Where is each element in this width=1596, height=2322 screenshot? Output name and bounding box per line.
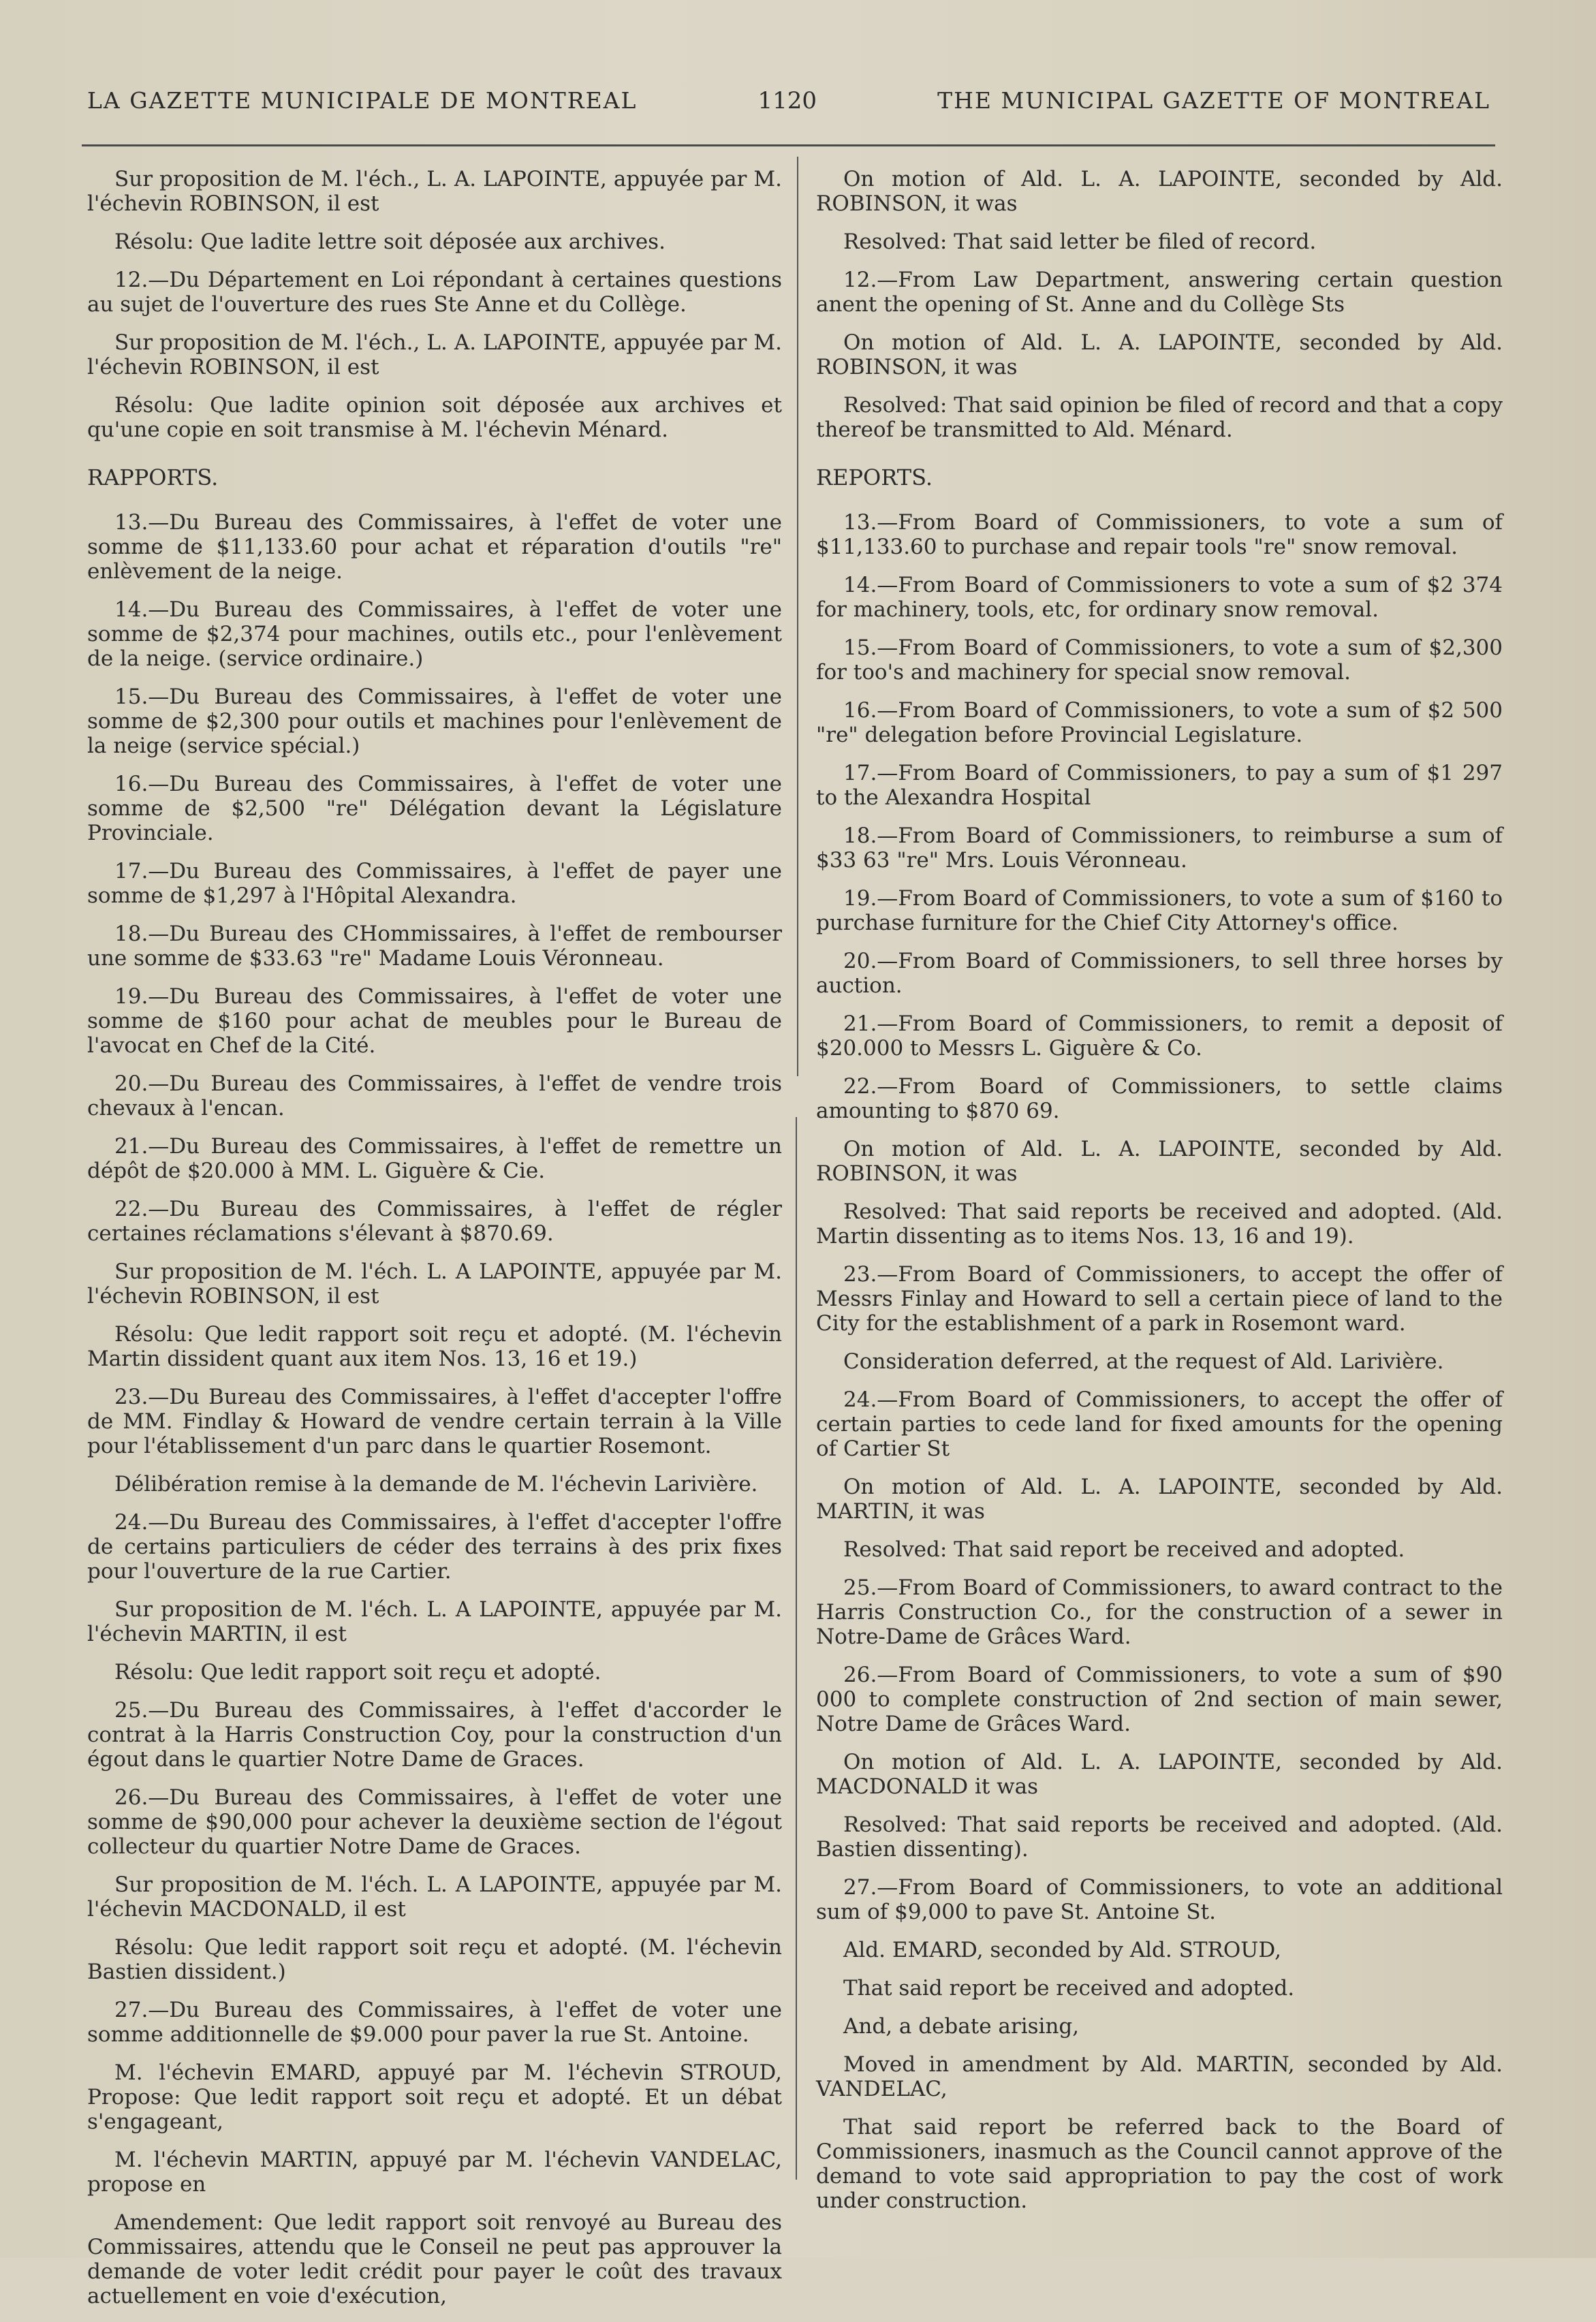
french-paragraph: 24.—Du Bureau des Commissaires, à l'effet d'accepter l'offre de certains particuliers de céder des terrains à des prix fixes pour l'ouverture de la rue Cartier. [87,1510,782,1584]
french-paragraph: Sur proposition de M. l'éch. L. A LAPOINTE, appuyée par M. l'échevin ROBINSON, il est [87,1259,782,1308]
english-paragraph: 21.—From Board of Commissioners, to remit a deposit of $20.000 to Messrs L. Giguère & Co. [816,1011,1503,1061]
english-paragraph: 19.—From Board of Commissioners, to vote a sum of $160 to purchase furniture for the Chief City Attorney's office. [816,886,1503,935]
french-paragraph: M. l'échevin MARTIN, appuyé par M. l'échevin VANDELAC, propose en [87,2148,782,2197]
header-french-title: LA GAZETTE MUNICIPALE DE MONTREAL [87,87,638,114]
english-paragraph: 16.—From Board of Commissioners, to vote a sum of $2 500 "re" delegation before Provincial Legislature. [816,698,1503,747]
french-paragraph: 27.—Du Bureau des Commissaires, à l'effet de voter une somme additionnelle de $9.000 pour paver la rue St. Antoine. [87,1998,782,2047]
english-column [816,167,1503,2227]
english-paragraph: On motion of Ald. L. A. LAPOINTE, seconded by Ald. MARTIN, it was [816,1475,1503,1524]
french-paragraph: Sur proposition de M. l'éch. L. A LAPOINTE, appuyée par M. l'échevin MARTIN, il est [87,1597,782,1646]
english-paragraph: Resolved: That said opinion be filed of record and that a copy thereof be transmitted to Ald. Ménard. [816,393,1503,442]
english-paragraph: 12.—From Law Department, answering certain question anent the opening of St. Anne and du Collège Sts [816,268,1503,317]
english-paragraph: 25.—From Board of Commissioners, to award contract to the Harris Construction Co., for the construction of a sewer in Notre-Dame de Grâces Ward. [816,1575,1503,1649]
french-paragraph: 18.—Du Bureau des CHommissaires, à l'effet de rembourser une somme de $33.63 "re" Madame Louis Véronneau. [87,922,782,971]
english-paragraph: Resolved: That said reports be received and adopted. (Ald. Bastien dissenting). [816,1813,1503,1862]
english-paragraph: 18.—From Board of Commissioners, to reimburse a sum of $33 63 "re" Mrs. Louis Véronneau. [816,823,1503,873]
english-paragraph: Resolved: That said report be received and adopted. [843,1537,1405,1562]
english-paragraph: Moved in amendment by Ald. MARTIN, seconded by Ald. VANDELAC, [816,2052,1503,2101]
french-paragraph: 12.—Du Département en Loi répondant à certaines questions au sujet de l'ouverture des rues Ste Anne et du Collège. [87,268,782,317]
english-paragraph: Resolved: That said reports be received and adopted. (Ald. Martin dissenting as to items Nos. 13, 16 and 19). [816,1199,1503,1249]
column-divider [796,1117,797,2180]
english-paragraph: On motion of Ald. L. A. LAPOINTE, seconded by Ald. ROBINSON, it was [816,167,1503,216]
french-paragraph: 17.—Du Bureau des Commissaires, à l'effet de payer une somme de $1,297 à l'Hôpital Alexandra. [87,859,782,908]
english-paragraph: Resolved: That said letter be filed of record. [843,230,1317,254]
english-paragraph: Ald. EMARD, seconded by Ald. STROUD, [843,1938,1282,1962]
header-english-title: THE MUNICIPAL GAZETTE OF MONTREAL [937,87,1490,114]
english-paragraph: 23.—From Board of Commissioners, to accept the offer of Messrs Finlay and Howard to sell a certain piece of land to the City for the establishment of a park in Rosemont ward. [816,1262,1503,1336]
english-paragraph: On motion of Ald. L. A. LAPOINTE, seconded by Ald. MACDONALD it was [816,1750,1503,1799]
english-paragraph: And, a debate arising, [843,2014,1080,2039]
english-paragraph: Consideration deferred, at the request of Ald. Larivière. [843,1349,1444,1374]
header-rule [82,144,1495,146]
english-paragraph: 15.—From Board of Commissioners, to vote a sum of $2,300 for too's and machinery for special snow removal. [816,636,1503,685]
french-paragraph: 26.—Du Bureau des Commissaires, à l'effet de voter une somme de $90,000 pour achever la deuxième section de l'égout collecteur du quartier Notre Dame de Graces. [87,1785,782,1859]
english-paragraph: 17.—From Board of Commissioners, to pay a sum of $1 297 to the Alexandra Hospital [816,761,1503,810]
french-paragraph: 15.—Du Bureau des Commissaires, à l'effet de voter une somme de $2,300 pour outils et machines pour l'enlèvement de la neige (service spécial.) [87,685,782,758]
page-header [87,87,1490,114]
page-number: 1120 [757,87,817,114]
french-paragraph: Sur proposition de M. l'éch., L. A. LAPOINTE, appuyée par M. l'échevin ROBINSON, il est [87,167,782,216]
french-paragraph: 20.—Du Bureau des Commissaires, à l'effet de vendre trois chevaux à l'encan. [87,1071,782,1120]
english-paragraph: 13.—From Board of Commissioners, to vote a sum of $11,133.60 to purchase and repair tools "re" snow removal. [816,510,1503,559]
english-paragraph: On motion of Ald. L. A. LAPOINTE, seconded by Ald. ROBINSON, it was [816,330,1503,379]
french-paragraph: 16.—Du Bureau des Commissaires, à l'effet de voter une somme de $2,500 "re" Délégation devant la Législature Provinciale. [87,772,782,845]
french-paragraph: Résolu: Que ladite lettre soit déposée aux archives. [114,230,666,254]
english-paragraph: That said report be received and adopted. [843,1976,1295,2001]
french-paragraph: 21.—Du Bureau des Commissaires, à l'effet de remettre un dépôt de $20.000 à MM. L. Giguère & Cie. [87,1134,782,1183]
french-paragraph: 25.—Du Bureau des Commissaires, à l'effet d'accorder le contrat à la Harris Construction Coy, pour la construction d'un égout dans le quartier Notre Dame de Graces. [87,1698,782,1772]
french-section-heading: RAPPORTS. [87,465,219,490]
english-paragraph: 22.—From Board of Commissioners, to settle claims amounting to $870 69. [816,1074,1503,1123]
english-paragraph: That said report be referred back to the Board of Commissioners, inasmuch as the Council cannot approve of the demand to vote said appropriation to pay the cost of work under construction. [816,2115,1503,2213]
french-paragraph: Amendement: Que ledit rapport soit renvoyé au Bureau des Commissaires, attendu que le Conseil ne peut pas approuver la demande de voter ledit crédit pour payer le coût des travaux actuellement en voie d'exécution, [87,2210,782,2308]
english-paragraph: 26.—From Board of Commissioners, to vote a sum of $90 000 to complete construction of 2nd section of main sewer, Notre Dame de Grâces Ward. [816,1663,1503,1736]
french-paragraph: Sur proposition de M. l'éch., L. A. LAPOINTE, appuyée par M. l'échevin ROBINSON, il est [87,330,782,379]
french-paragraph: 14.—Du Bureau des Commissaires, à l'effet de voter une somme de $2,374 pour machines, outils etc., pour l'enlèvement de la neige. (service ordinaire.) [87,597,782,671]
french-paragraph: Délibération remise à la demande de M. l'échevin Larivière. [114,1472,758,1496]
french-paragraph: 22.—Du Bureau des Commissaires, à l'effet de régler certaines réclamations s'élevant à $870.69. [87,1197,782,1246]
french-paragraph: 23.—Du Bureau des Commissaires, à l'effet d'accepter l'offre de MM. Findlay & Howard de vendre certain terrain à la Ville pour l'établissement d'un parc dans le quartier Rosemont. [87,1385,782,1458]
english-section-heading: REPORTS. [816,465,933,490]
french-paragraph: Sur proposition de M. l'éch. L. A LAPOINTE, appuyée par M. l'échevin MACDONALD, il est [87,1872,782,1921]
english-paragraph: 27.—From Board of Commissioners, to vote an additional sum of $9,000 to pave St. Antoine St. [816,1875,1503,1924]
french-paragraph: Résolu: Que ledit rapport soit reçu et adopté. (M. l'échevin Martin dissident quant aux item Nos. 13, 16 et 19.) [87,1322,782,1371]
french-column [87,167,782,2322]
column-divider [797,157,798,1076]
english-paragraph: On motion of Ald. L. A. LAPOINTE, seconded by Ald. ROBINSON, it was [816,1137,1503,1186]
french-paragraph: 13.—Du Bureau des Commissaires, à l'effet de voter une somme de $11,133.60 pour achat et réparation d'outils "re" enlèvement de la neige. [87,510,782,584]
french-paragraph: Résolu: Que ledit rapport soit reçu et adopté. (M. l'échevin Bastien dissident.) [87,1935,782,1984]
french-paragraph: Résolu: Que ledit rapport soit reçu et adopté. [114,1660,601,1684]
french-paragraph: M. l'échevin EMARD, appuyé par M. l'échevin STROUD, Propose: Que ledit rapport soit reçu et adopté. Et un débat s'engageant, [87,2060,782,2134]
english-paragraph: 14.—From Board of Commissioners to vote a sum of $2 374 for machinery, tools, etc, for ordinary snow removal. [816,573,1503,622]
french-paragraph: 19.—Du Bureau des Commissaires, à l'effet de voter une somme de $160 pour achat de meubles pour le Bureau de l'avocat en Chef de la Cité. [87,984,782,1058]
english-paragraph: 20.—From Board of Commissioners, to sell three horses by auction. [816,949,1503,998]
french-paragraph: Résolu: Que ladite opinion soit déposée aux archives et qu'une copie en soit transmise à M. l'échevin Ménard. [87,393,782,442]
english-paragraph: 24.—From Board of Commissioners, to accept the offer of certain parties to cede land for fixed amounts for the opening of Cartier St [816,1387,1503,1461]
